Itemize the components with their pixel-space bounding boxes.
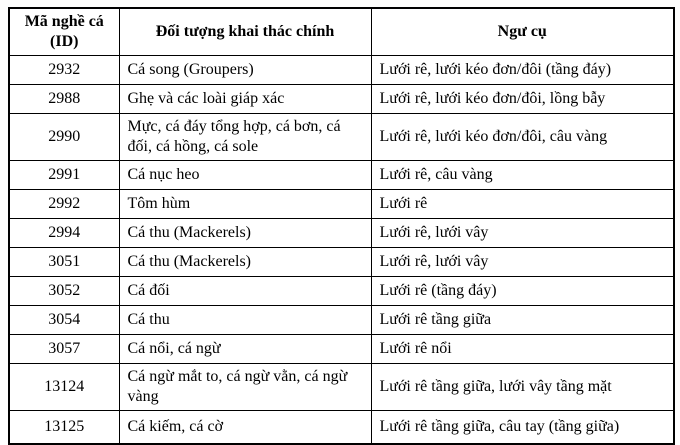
- gear-cell: Lưới rê nổi: [371, 335, 674, 364]
- table-row: [9, 411, 674, 445]
- fishery-id-cell: 2932: [9, 56, 119, 85]
- target-species-cell: Cá thu (Mackerels): [119, 219, 371, 248]
- target-species-cell: Ghẹ và các loài giáp xác: [119, 85, 371, 114]
- fishery-id-cell: 3052: [9, 277, 119, 306]
- target-species-cell: Cá ngừ mắt to, cá ngừ vằn, cá ngừ vàng: [119, 364, 371, 411]
- target-species-cell: Cá song (Groupers): [119, 56, 371, 85]
- target-species-cell: Cá đối: [119, 277, 371, 306]
- fishery-id-cell: 3054: [9, 306, 119, 335]
- fishery-id-cell: 3051: [9, 248, 119, 277]
- table-row: [9, 190, 674, 219]
- header-row: [9, 8, 674, 56]
- fisheries-gear-table: [8, 7, 675, 445]
- fishery-id-cell: 2991: [9, 161, 119, 190]
- target-species-cell: Cá thu (Mackerels): [119, 248, 371, 277]
- gear-cell: Lưới rê, câu vàng: [371, 161, 674, 190]
- fishery-id-cell: 2994: [9, 219, 119, 248]
- gear-cell: Lưới rê, lưới vây: [371, 248, 674, 277]
- fishery-id-cell: 2992: [9, 190, 119, 219]
- target-species-cell: Cá thu: [119, 306, 371, 335]
- gear-cell: Lưới rê, lưới kéo đơn/đôi, lồng bẫy: [371, 85, 674, 114]
- gear-cell: Lưới rê: [371, 190, 674, 219]
- table-row: [9, 219, 674, 248]
- table-row: [9, 335, 674, 364]
- table-row: [9, 56, 674, 85]
- gear-cell: Lưới rê (tầng đáy): [371, 277, 674, 306]
- target-species-cell: Cá nổi, cá ngừ: [119, 335, 371, 364]
- target-species-cell: Cá nục heo: [119, 161, 371, 190]
- target-species-cell: Cá kiếm, cá cờ: [119, 411, 371, 445]
- table-row: [9, 114, 674, 161]
- fishery-id-cell: 2988: [9, 85, 119, 114]
- table-row: [9, 161, 674, 190]
- target-species-cell: Tôm hùm: [119, 190, 371, 219]
- gear-cell: Lưới rê tầng giữa: [371, 306, 674, 335]
- fishery-id-cell: 3057: [9, 335, 119, 364]
- fishery-id-cell: 13124: [9, 364, 119, 411]
- fishery-id-cell: 13125: [9, 411, 119, 445]
- fishery-id-cell: 2990: [9, 114, 119, 161]
- table-row: [9, 248, 674, 277]
- header-target-species: Đối tượng khai thác chính: [119, 8, 371, 56]
- target-species-cell: Mực, cá đáy tổng hợp, cá bơn, cá đối, cá hồng, cá sole: [119, 114, 371, 161]
- table-row: [9, 277, 674, 306]
- header-fishery-id: Mã nghề cá (ID): [9, 8, 119, 56]
- gear-cell: Lưới rê tầng giữa, câu tay (tầng giữa): [371, 411, 674, 445]
- gear-cell: Lưới rê, lưới kéo đơn/đôi (tầng đáy): [371, 56, 674, 85]
- gear-cell: Lưới rê, lưới vây: [371, 219, 674, 248]
- table-row: [9, 364, 674, 411]
- gear-cell: Lưới rê tầng giữa, lưới vây tầng mặt: [371, 364, 674, 411]
- table-row: [9, 85, 674, 114]
- gear-cell: Lưới rê, lưới kéo đơn/đôi, câu vàng: [371, 114, 674, 161]
- table-row: [9, 306, 674, 335]
- header-gear: Ngư cụ: [371, 8, 674, 56]
